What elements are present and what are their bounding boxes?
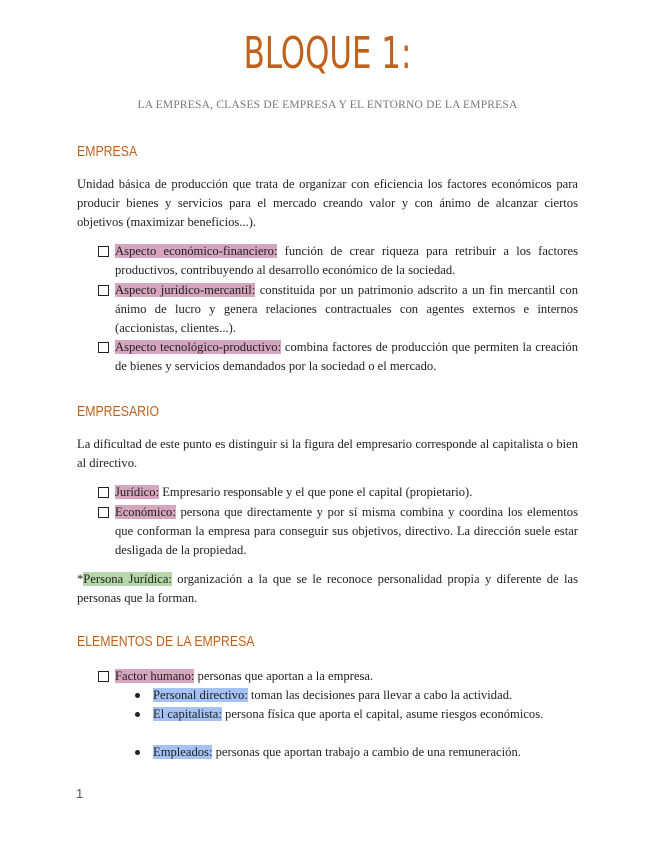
term-highlight: Jurídico: xyxy=(115,485,160,499)
item-text: persona que directamente y por sí misma combina y coordina los elementos que conforman la empresa para conseguir sus objetivos, directivo. La dirección suele estar desligada de la propiedad. xyxy=(115,505,578,557)
heading-empresario: EMPRESARIO xyxy=(77,403,160,420)
bullet-item xyxy=(135,705,578,724)
empresa-intro: Unidad básica de producción que trata de organizar con eficiencia los factores económicos para producir bienes y servicios para el mercado creando valor y con ánimo de alcanzar ciertos objetivos (maximizar beneficios...). xyxy=(77,177,578,229)
bullet-item xyxy=(135,686,578,705)
term-highlight: Factor humano: xyxy=(115,669,195,683)
term-highlight: Aspecto tecnológico-productivo: xyxy=(115,340,282,354)
item-text: personas que aportan a la empresa. xyxy=(194,669,374,683)
item-text: personas que aportan trabajo a cambio de una remuneración. xyxy=(212,745,521,759)
persona-juridica-note xyxy=(77,570,578,608)
empresario-intro: La dificultad de este punto es distinguir si la figura del empresario corresponde al capitalista o bien al directivo. xyxy=(77,437,578,470)
note-text: organización a la que se le reconoce personalidad propia y diferente de las personas que la forman. xyxy=(77,572,579,605)
item-text: persona física que aporta el capital, asume riesgos económicos. xyxy=(221,707,544,721)
term-highlight: Empleados: xyxy=(153,745,213,759)
checklist-item xyxy=(98,483,578,502)
term-highlight: Aspecto económico-financiero: xyxy=(115,244,278,258)
checklist-item xyxy=(98,667,578,686)
term-highlight: Personal directivo: xyxy=(153,688,248,702)
checklist-item xyxy=(98,338,578,376)
document-subtitle: LA EMPRESA, CLASES DE EMPRESA Y EL ENTORNO DE LA EMPRESA xyxy=(137,99,518,111)
checkbox-icon[interactable] xyxy=(98,246,109,257)
checklist-item xyxy=(98,503,578,560)
term-highlight: Aspecto jurídico-mercantil: xyxy=(115,283,256,297)
term-highlight: El capitalista: xyxy=(153,707,222,721)
checkbox-icon[interactable] xyxy=(98,507,109,518)
item-text: Empresario responsable y el que pone el capital (propietario). xyxy=(159,485,473,499)
checklist-item xyxy=(98,281,578,338)
heading-elementos: ELEMENTOS DE LA EMPRESA xyxy=(77,633,255,650)
term-highlight: Persona Jurídica: xyxy=(83,572,172,586)
checklist-item xyxy=(98,242,578,280)
term-highlight: Económico: xyxy=(115,505,176,519)
item-text: combina factores de producción que permiten la creación de bienes y servicios demandados por la sociedad o el mercado. xyxy=(115,340,578,373)
checkbox-icon[interactable] xyxy=(98,342,109,353)
checkbox-icon[interactable] xyxy=(98,671,109,682)
item-text: toman las decisiones para llevar a cabo la actividad. xyxy=(247,688,513,702)
item-text: función de crear riqueza para retribuir a los factores productivos, contribuyendo al desarrollo económico de la sociedad. xyxy=(115,244,578,277)
checkbox-icon[interactable] xyxy=(98,487,109,498)
note-asterisk: * xyxy=(77,572,84,586)
page-number: 1 xyxy=(76,786,84,801)
checkbox-icon[interactable] xyxy=(98,285,109,296)
bullet-icon xyxy=(135,693,140,698)
document-title: BLOQUE 1: xyxy=(243,28,412,79)
heading-empresa: EMPRESA xyxy=(77,143,138,160)
bullet-icon xyxy=(135,712,140,717)
bullet-icon xyxy=(135,750,140,755)
bullet-item xyxy=(135,743,578,762)
item-text: constituida por un patrimonio adscrito a un fin mercantil con ánimo de lucro y genera relaciones contractuales con agentes externos e internos (accionistas, clientes...). xyxy=(115,283,578,335)
